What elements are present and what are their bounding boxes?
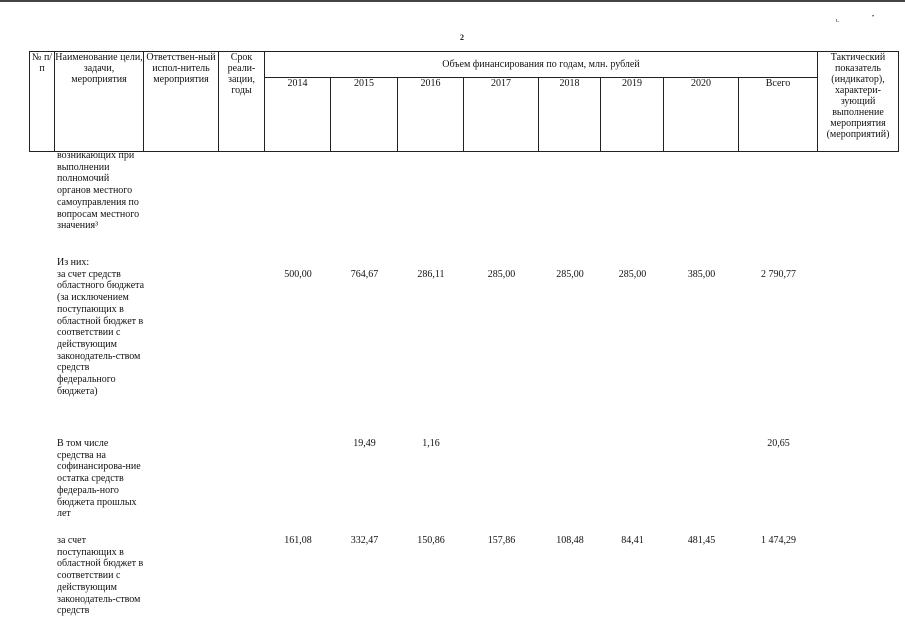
value-2018: 108,48 (556, 535, 584, 546)
row-text: возникающих при выполнении полномочий органов местного самоуправления по вопросам местного значения³ (57, 150, 140, 232)
value-2015: 19,49 (353, 438, 376, 449)
value-2017: 157,86 (487, 535, 516, 546)
header-name: Наименование цели, задачи, мероприятия (55, 52, 144, 152)
header-indicator: Тактический показатель (индикатор), характери-зующий выполнение мероприятия (мероприятий) (818, 52, 899, 152)
page-number: 2 (460, 33, 464, 42)
value-2016: 150,86 (417, 535, 445, 546)
year-header: Всего (739, 78, 818, 152)
value-total: 20,65 (767, 438, 790, 449)
margin-mark: ι. (836, 18, 840, 24)
year-header: 2019 (601, 78, 664, 152)
row-text: Из них: за счет средств областного бюджета (за исключением поступающих в областной бюджет в соответствии с действующим законодатель-ством средств федерального бюджета) (57, 257, 145, 397)
header-funding: Объем финансирования по годам, млн. рублей (265, 52, 818, 78)
value-2020: 481,45 (687, 535, 716, 546)
funding-table-header (29, 51, 899, 152)
value-2020: 385,00 (687, 269, 716, 280)
year-header: 2020 (664, 78, 739, 152)
value-2015: 332,47 (350, 535, 379, 546)
year-header: 2014 (265, 78, 331, 152)
page-top-edge (0, 0, 905, 2)
value-2016: 1,16 (422, 438, 440, 449)
value-2014: 161,08 (284, 535, 312, 546)
value-2018: 285,00 (556, 269, 584, 280)
header-term: Срок реали-зации, годы (219, 52, 265, 152)
header-num: № п/п (30, 52, 55, 152)
row-text: за счет поступающих в областной бюджет в соответствии с действующим законодатель-ством средств (57, 535, 144, 617)
value-2014: 500,00 (284, 269, 312, 280)
value-total: 1 474,29 (761, 535, 796, 546)
value-2016: 286,11 (417, 269, 445, 280)
value-2017: 285,00 (487, 269, 516, 280)
margin-mark: • (872, 14, 875, 20)
header-responsible: Ответствен-ный испол-нитель мероприятия (144, 52, 219, 152)
year-header: 2017 (464, 78, 539, 152)
value-total: 2 790,77 (761, 269, 796, 280)
row-text: В том числе средства на софинансирова-ние остатка средств федераль-ного бюджета прошлых лет (57, 438, 141, 520)
value-2015: 764,67 (350, 269, 379, 280)
year-header: 2015 (331, 78, 398, 152)
year-header: 2018 (539, 78, 601, 152)
value-2019: 84,41 (621, 535, 644, 546)
value-2019: 285,00 (618, 269, 647, 280)
year-header: 2016 (398, 78, 464, 152)
